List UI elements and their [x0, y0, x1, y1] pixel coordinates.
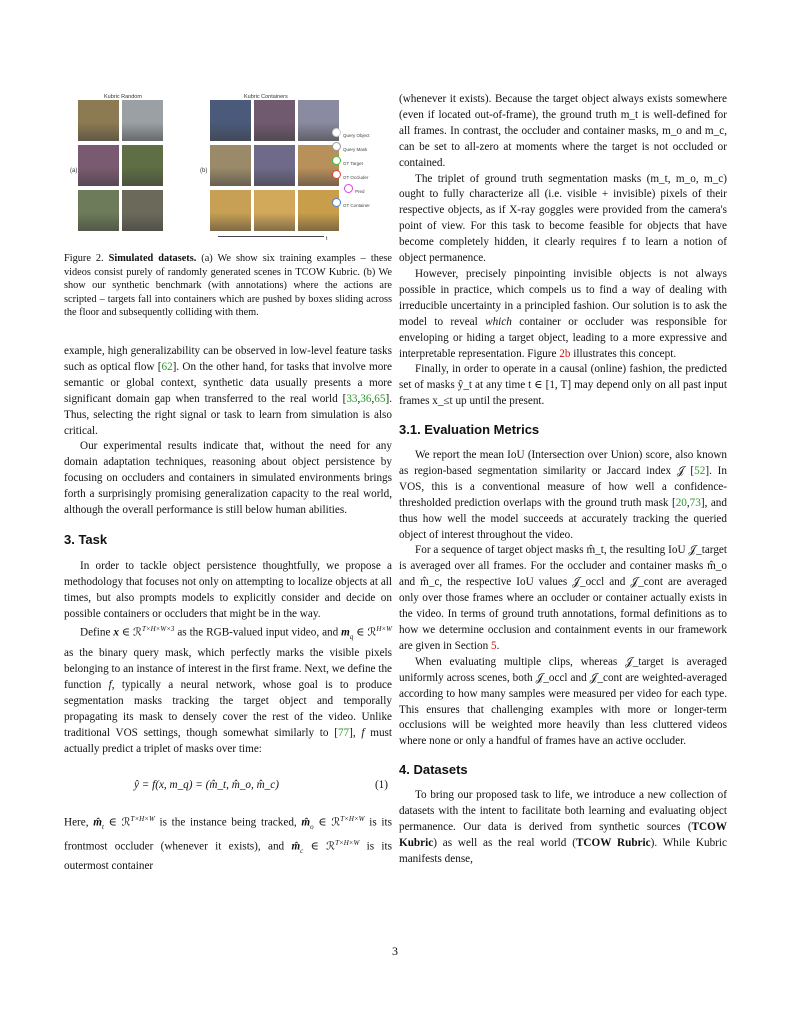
figure-label-kubric-containers: Kubric Containers: [244, 94, 288, 100]
equation-body: ŷ = f(x, m_q) = (m̂_t, m̂_o, m̂_c): [134, 778, 279, 791]
figure-thumbnail-image: [254, 190, 295, 231]
figure-thumbnail-image: [122, 145, 163, 186]
right-paragraph-2: The triplet of ground truth segmentation masks (m_t, m_o, m_c) ought to fully characterize all (i.e. visible + invisible) pixels of their respective objects, as if X-ray goggles were provided from the camera's point of view. For this task to become feasible for objects that have become completely hidden, it clearly requires f to learn a notion of object permanence.: [399, 172, 727, 265]
right-paragraph-1: (whenever it exists). Because the target object always exists somewhere (even if located out-of-frame), the ground truth m_t is well-defined for all frames. In contrast, the occluder and container masks, m_o and m_c, can be set to all-zero at moments where the target is not occluded or contained.: [399, 93, 727, 169]
legend-swatch-icon: [332, 170, 341, 179]
legend-swatch-icon: [332, 128, 341, 137]
figure-panel-a-tag: (a): [70, 168, 78, 174]
citation-link[interactable]: 77: [337, 726, 350, 739]
figure-thumbnail-image: [210, 100, 251, 141]
figure-thumbnail-image: [210, 190, 251, 231]
legend-item-gt-target: GT Target: [332, 154, 392, 168]
figure-caption: Figure 2. Simulated datasets. (a) We show six training examples – these videos consist purely of randomly generated scenes in TCOW Kubric. (b) We show our synthetic benchmark (with annotations) where the actions are scripted – targets fall into containers which are pushed by boxes sliding across the floor and subsequently colliding with them.: [64, 253, 392, 319]
left-column: [64, 88, 392, 875]
figure-2: [70, 88, 392, 246]
figure-panel-b-tag: (b): [200, 168, 208, 174]
right-paragraph-4: Finally, in order to operate in a causal (online) fashion, the predicted set of masks ŷ_t at any time t ∈ [1, T] may depend only on all past input frames x_≤t up until the present.: [399, 363, 727, 408]
right-paragraph-5: We report the mean IoU (Intersection over Union) score, also known as region-based segmentation similarity or Jaccard index 𝒥 [52]. In VOS, this is a conventional measure of how well a confidence-thresholded prediction overlaps with the ground truth mask [20,73], and thus how well the model succeeds at accurately tracking the queried object of interest throughout the video.: [399, 449, 727, 541]
legend-swatch-icon: [344, 184, 353, 193]
right-paragraph-7: When evaluating multiple clips, whereas 𝒥_target is averaged uniformly across scenes, both 𝒥_occl and 𝒥_cont are weighted-averaged according to how many samples were measured per video for each type. This ensures that challenging examples with more or longer-term occlusions will be weighted more heavily than less cluttered videos where none or only a handful of frames have an active occluder.: [399, 655, 727, 748]
left-paragraph-2: Our experimental results indicate that, without the need for any domain adaptation techniques, reasoning about object persistence by focusing on occluders and containers in simulated environments brings forth a surprisingly promising generalization capacity to the real world, although the overall performance is still below human abilities.: [64, 440, 392, 517]
citation-link[interactable]: 62: [161, 360, 173, 373]
figure-thumbnail-image: [254, 100, 295, 141]
right-paragraph-6: For a sequence of target object masks m̂_t, the resulting IoU 𝒥_target is averaged over all frames. For the occluder and container masks m̂_o and m̂_c, the respective IoU values 𝒥_occl and 𝒥_cont are averaged only over those frames where an occluder or container actually exists in the video. In terms of ground truth annotations, formal definitions as to how we determine occlusion and containment events in our framework are given in Section 5.: [399, 544, 727, 652]
figure-thumbnail-image: [78, 100, 119, 141]
legend-swatch-icon: [332, 156, 341, 165]
figure-thumbnail-image: [210, 145, 251, 186]
figure-reference-link[interactable]: 2b: [559, 347, 571, 360]
legend-item-query-object: Query Object: [332, 126, 392, 140]
equation-1: [64, 768, 392, 808]
right-paragraph-3: However, precisely pinpointing invisible objects is not always possible in practice, which compels us to find a way of dealing with irreducible uncertainty in a principled fashion. Our solution is to ask the model to reveal which container or occluder was responsible for enveloping or hiding a target object, leading to a more expressive and interpretable representation. Figure 2b illustrates this concept.: [399, 267, 727, 360]
citation-link[interactable]: 20: [675, 496, 687, 509]
legend-item-gt-container: GT Container: [332, 196, 392, 210]
section-reference-link[interactable]: 5: [490, 639, 497, 652]
left-paragraph-5: Here, $m̂_t$ ∈ ℛ$^{T\times H\times W}$ is the instance being tracked, $m̂_o$ ∈ ℛ$^{T\times H\times W}$ is its frontmost occluder (whenever it exists), and $m̂_c$ ∈ ℛ$^{T\times H\times W}$ is its outermost container: [64, 814, 392, 873]
section-heading-datasets: 4. Datasets: [399, 762, 468, 778]
section-heading-task: 3. Task: [64, 531, 108, 547]
equation-number: (1): [374, 778, 388, 791]
right-paragraph-8: To bring our proposed task to life, we introduce a new collection of datasets with the intent to facilitate both learning and evaluating object permanence. Our data is derived from synthetic sources (TCOW Kubric) as well as the real world (TCOW Rubric). While Kubric manifests dense,: [399, 789, 727, 865]
citation-link[interactable]: 73: [689, 496, 701, 509]
figure-legend: [332, 126, 392, 210]
legend-swatch-icon: [332, 198, 341, 207]
figure-thumbnail-image: [122, 100, 163, 141]
left-paragraph-4: Define x ∈ ℛ$^{T\times H\times W\times 3}$ as the RGB-valued input video, and $m_q$ ∈ ℛ$^{H\times W}$ as the binary query mask, which perfectly marks the visible pixels belonging to an instance of interest in the first frame. Next, we define the function f, typically a neural network, whose goal is to produce segmentation masks tracking the target object and temporally propagating its mask to densely cover the rest of the video. Unlike traditional VOS settings, though somewhat similarly to [77], f must actually predict a triplet of masks over time:: [64, 625, 392, 755]
time-axis-label: t: [326, 236, 328, 242]
figure-thumbnail-image: [122, 190, 163, 231]
section-heading-evaluation-metrics: 3.1. Evaluation Metrics: [399, 422, 540, 438]
legend-swatch-icon: [332, 142, 341, 151]
figure-thumbnail-image: [78, 145, 119, 186]
legend-item-pred: Pred: [344, 182, 392, 196]
legend-item-query-mask: Query Mask: [332, 140, 392, 154]
citation-link[interactable]: 36: [360, 392, 372, 405]
left-paragraph-1: example, high generalizability can be observed in low-level feature tasks such as optical flow [62]. On the other hand, for tasks that involve more semantic or global context, synthetic data usually presents a more significant domain gap when transferred to the real world [33,36,65]. Thus, selecting the right signal or task to learn from simulation is also critical.: [64, 344, 392, 437]
citation-link[interactable]: 65: [374, 392, 386, 405]
figure-label-kubric-random: Kubric Random: [104, 94, 142, 100]
figure-thumbnail-image: [78, 190, 119, 231]
figure-thumbnail-image: [254, 145, 295, 186]
time-axis: [218, 236, 324, 237]
legend-item-gt-occluder: GT Occluder: [332, 168, 392, 182]
citation-link[interactable]: 52: [694, 464, 706, 477]
citation-link[interactable]: 33: [346, 392, 358, 405]
left-paragraph-3: In order to tackle object persistence thoughtfully, we propose a methodology that focuses not only on attempting to localize objects at all times, but also prompts models to explicitly consider and decide on possible containers or occluders that might be in the way.: [64, 559, 392, 620]
page-number: 3: [392, 944, 398, 958]
right-column: [399, 92, 727, 868]
